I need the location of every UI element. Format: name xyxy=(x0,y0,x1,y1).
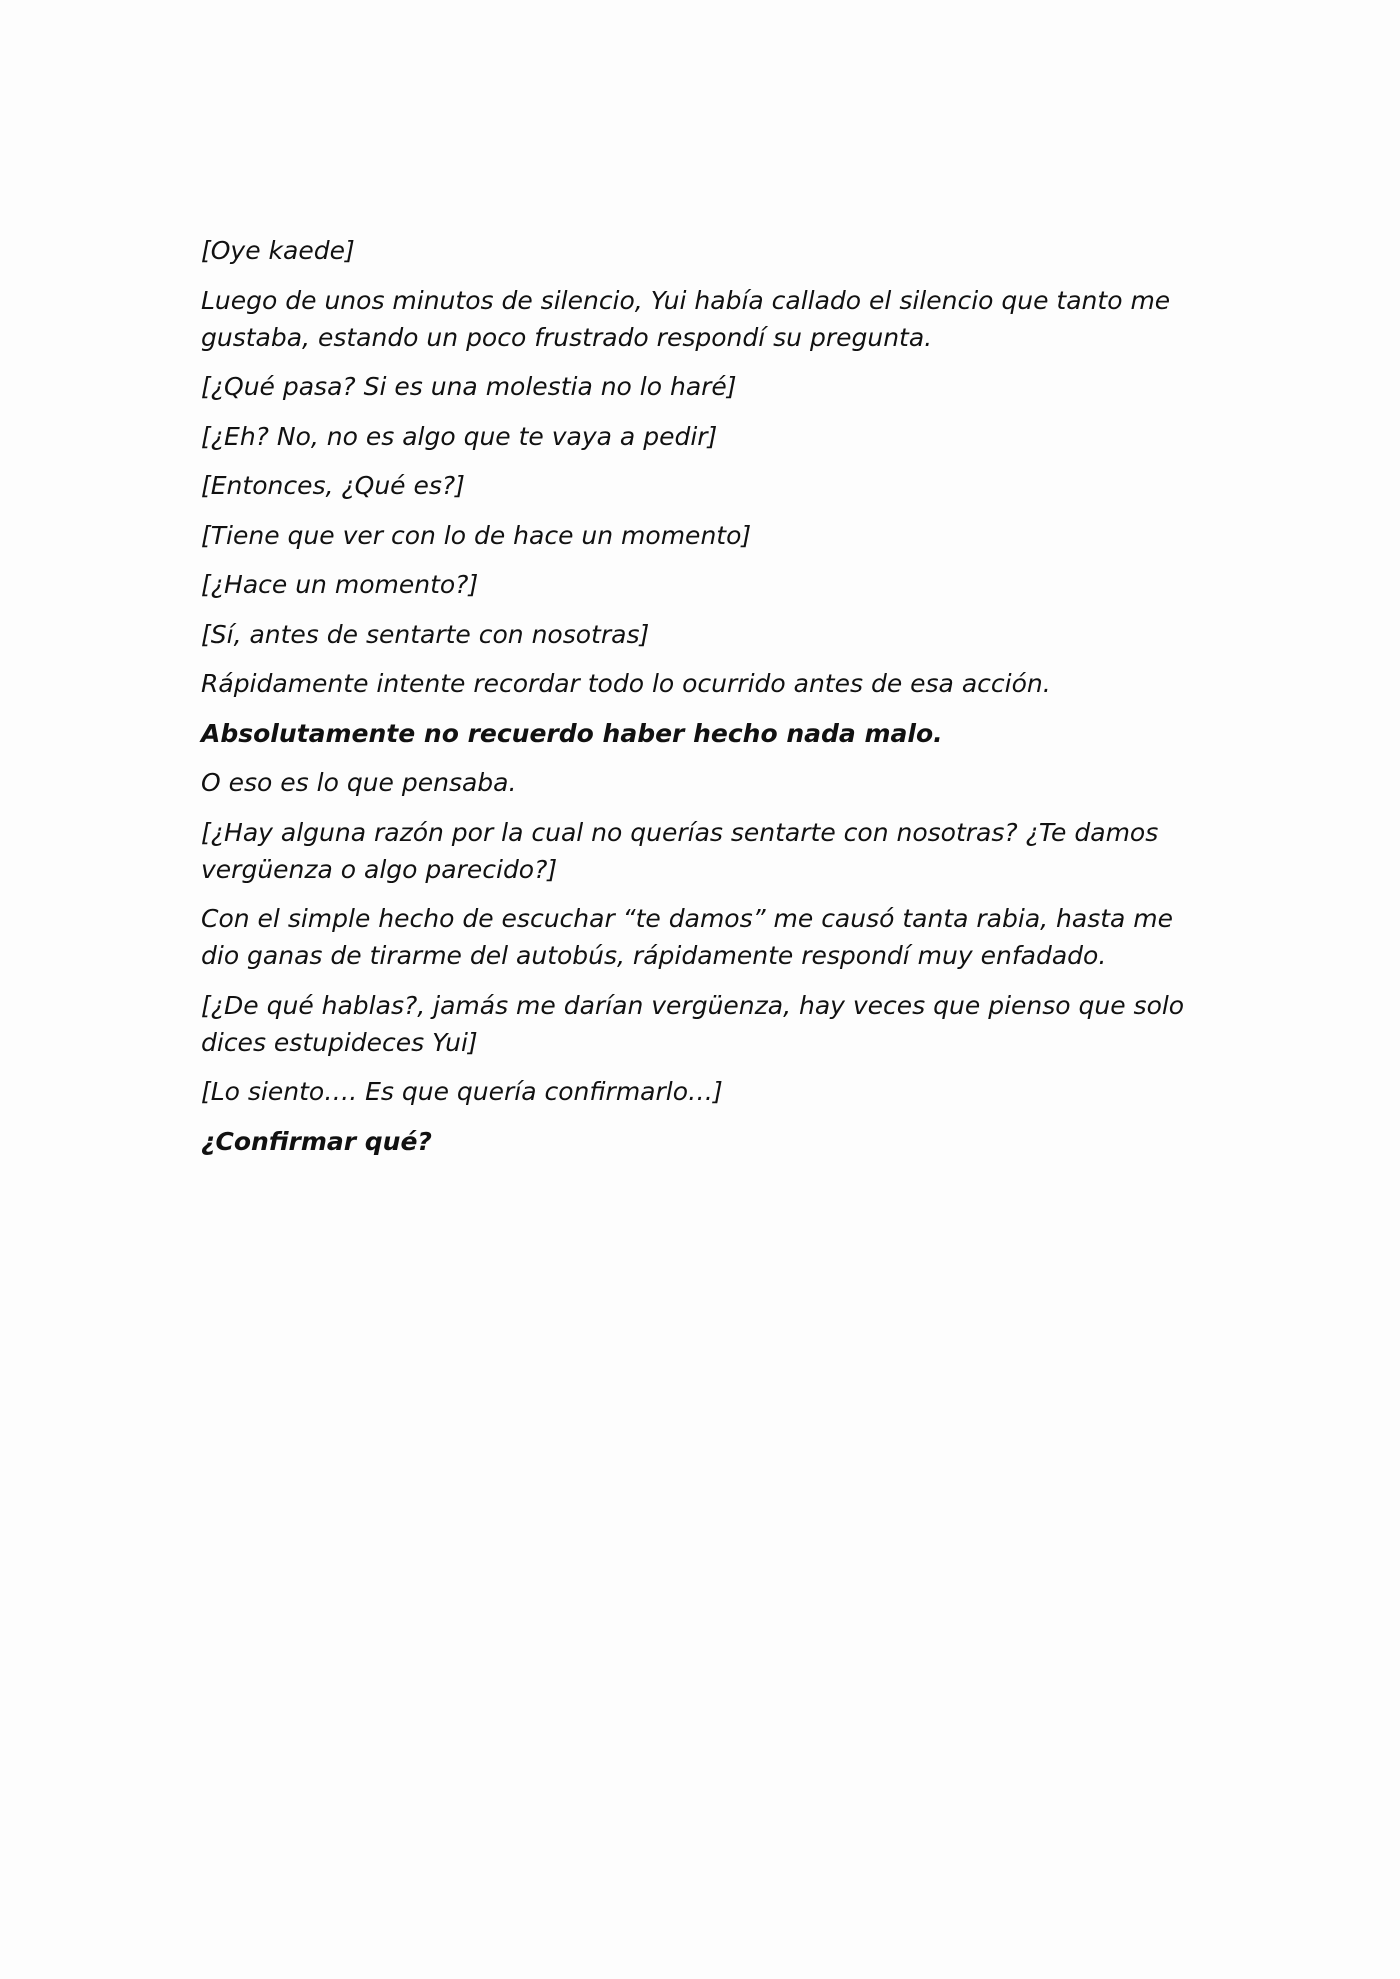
paragraph-11: O eso es lo que pensaba. xyxy=(201,768,517,797)
paragraph-13: Con el simple hecho de escuchar “te damos” me causó tanta rabia, hasta me dio ganas de tirarme del autobús, rápidamente respondí muy enfadado. xyxy=(201,904,1181,970)
paragraph-8: [Sí, antes de sentarte con nosotras] xyxy=(201,619,650,649)
paragraph-7: [¿Hace un momento?] xyxy=(201,570,479,599)
paragraph-1: [Oye kaede] xyxy=(201,236,355,265)
paragraph-9: Rápidamente intente recordar todo lo ocurrido antes de esa acción. xyxy=(201,669,1051,698)
paragraph-15: [Lo siento…. Es que quería confirmarlo…] xyxy=(201,1077,723,1106)
paragraph-6: [Tiene que ver con lo de hace un momento] xyxy=(201,520,752,550)
paragraph-3: [¿Qué pasa? Si es una molestia no lo haré] xyxy=(201,372,737,401)
paragraph-16: ¿Confirmar qué? xyxy=(201,1126,432,1156)
paragraph-5: [Entonces, ¿Qué es?] xyxy=(201,471,465,500)
paragraph-4: [¿Eh? No, no es algo que te vaya a pedir] xyxy=(201,421,718,451)
paragraph-2: Luego de unos minutos de silencio, Yui había callado el silencio que tanto me gustaba, estando un poco frustrado respondí su pregunta. xyxy=(201,285,1179,352)
paragraph-10: Absolutamente no recuerdo haber hecho nada malo. xyxy=(201,718,943,748)
paragraph-14: [¿De qué hablas?, jamás me darían vergüenza, hay veces que pienso que solo dices estupideces Yui] xyxy=(201,990,1193,1057)
document-body xyxy=(201,232,1201,1172)
paragraph-12: [¿Hay alguna razón por la cual no querías sentarte con nosotras? ¿Te damos vergüenza o algo parecido?] xyxy=(201,817,1167,884)
